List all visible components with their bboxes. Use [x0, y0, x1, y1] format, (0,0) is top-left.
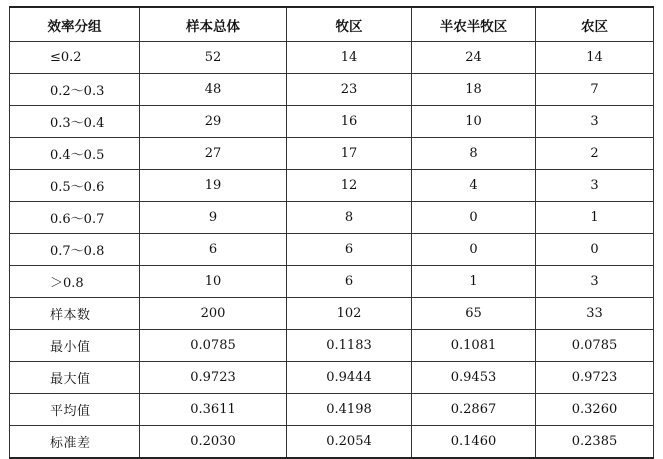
cell-semi-pastoral: 1 — [412, 266, 536, 298]
cell-total: 200 — [140, 298, 287, 330]
cell-agricultural: 3 — [536, 266, 654, 298]
table-row — [10, 106, 654, 138]
cell-total: 0.9723 — [140, 362, 287, 394]
cell-semi-pastoral: 4 — [412, 170, 536, 202]
cell-total: 52 — [140, 42, 287, 74]
row-label: 0.4～0.5 — [10, 138, 140, 170]
cell-total: 6 — [140, 234, 287, 266]
header-row — [10, 7, 654, 42]
row-label: 0.7～0.8 — [10, 234, 140, 266]
table-body — [10, 42, 654, 459]
row-label: 0.6～0.7 — [10, 202, 140, 234]
table-row — [10, 74, 654, 106]
cell-total: 0.0785 — [140, 330, 287, 362]
cell-total: 0.2030 — [140, 426, 287, 459]
table-row — [10, 330, 654, 362]
row-label: 样本数 — [10, 298, 140, 330]
table-row — [10, 202, 654, 234]
header-agricultural-area: 农区 — [536, 7, 654, 42]
cell-agricultural: 3 — [536, 106, 654, 138]
table-row — [10, 42, 654, 74]
row-label: 最小值 — [10, 330, 140, 362]
cell-agricultural: 0.9723 — [536, 362, 654, 394]
table-row — [10, 170, 654, 202]
cell-semi-pastoral: 0 — [412, 202, 536, 234]
table-row — [10, 234, 654, 266]
cell-pastoral: 8 — [287, 202, 412, 234]
cell-semi-pastoral: 0.2867 — [412, 394, 536, 426]
cell-total: 48 — [140, 74, 287, 106]
cell-pastoral: 0.1183 — [287, 330, 412, 362]
cell-agricultural: 0.3260 — [536, 394, 654, 426]
cell-semi-pastoral: 8 — [412, 138, 536, 170]
header-semi-pastoral-area: 半农半牧区 — [412, 7, 536, 42]
table-row — [10, 266, 654, 298]
cell-agricultural: 1 — [536, 202, 654, 234]
cell-total: 27 — [140, 138, 287, 170]
table-container — [9, 6, 653, 459]
cell-agricultural: 3 — [536, 170, 654, 202]
efficiency-distribution-table — [9, 6, 654, 459]
cell-semi-pastoral: 18 — [412, 74, 536, 106]
cell-pastoral: 6 — [287, 234, 412, 266]
row-label: 最大值 — [10, 362, 140, 394]
cell-semi-pastoral: 0 — [412, 234, 536, 266]
cell-semi-pastoral: 0.1081 — [412, 330, 536, 362]
cell-pastoral: 12 — [287, 170, 412, 202]
cell-semi-pastoral: 0.9453 — [412, 362, 536, 394]
row-label: 0.5～0.6 — [10, 170, 140, 202]
row-label: ＞0.8 — [10, 266, 140, 298]
row-label: 标准差 — [10, 426, 140, 459]
cell-agricultural: 2 — [536, 138, 654, 170]
cell-agricultural: 0.2385 — [536, 426, 654, 459]
cell-total: 0.3611 — [140, 394, 287, 426]
cell-pastoral: 23 — [287, 74, 412, 106]
table-header — [10, 7, 654, 42]
cell-pastoral: 6 — [287, 266, 412, 298]
header-total-sample: 样本总体 — [140, 7, 287, 42]
table-row — [10, 298, 654, 330]
table-row — [10, 138, 654, 170]
cell-agricultural: 7 — [536, 74, 654, 106]
cell-agricultural: 14 — [536, 42, 654, 74]
header-pastoral-area: 牧区 — [287, 7, 412, 42]
cell-agricultural: 0.0785 — [536, 330, 654, 362]
cell-total: 10 — [140, 266, 287, 298]
cell-pastoral: 102 — [287, 298, 412, 330]
row-label: 0.2～0.3 — [10, 74, 140, 106]
cell-pastoral: 0.4198 — [287, 394, 412, 426]
cell-semi-pastoral: 65 — [412, 298, 536, 330]
cell-pastoral: 0.9444 — [287, 362, 412, 394]
cell-total: 19 — [140, 170, 287, 202]
table-row — [10, 394, 654, 426]
cell-pastoral: 0.2054 — [287, 426, 412, 459]
cell-total: 29 — [140, 106, 287, 138]
cell-pastoral: 17 — [287, 138, 412, 170]
table-row — [10, 362, 654, 394]
cell-semi-pastoral: 24 — [412, 42, 536, 74]
header-efficiency-group: 效率分组 — [10, 7, 140, 42]
cell-agricultural: 0 — [536, 234, 654, 266]
cell-pastoral: 14 — [287, 42, 412, 74]
cell-semi-pastoral: 0.1460 — [412, 426, 536, 459]
row-label: ≤0.2 — [10, 42, 140, 74]
cell-total: 9 — [140, 202, 287, 234]
cell-semi-pastoral: 10 — [412, 106, 536, 138]
row-label: 0.3～0.4 — [10, 106, 140, 138]
cell-pastoral: 16 — [287, 106, 412, 138]
cell-agricultural: 33 — [536, 298, 654, 330]
table-row — [10, 426, 654, 459]
row-label: 平均值 — [10, 394, 140, 426]
